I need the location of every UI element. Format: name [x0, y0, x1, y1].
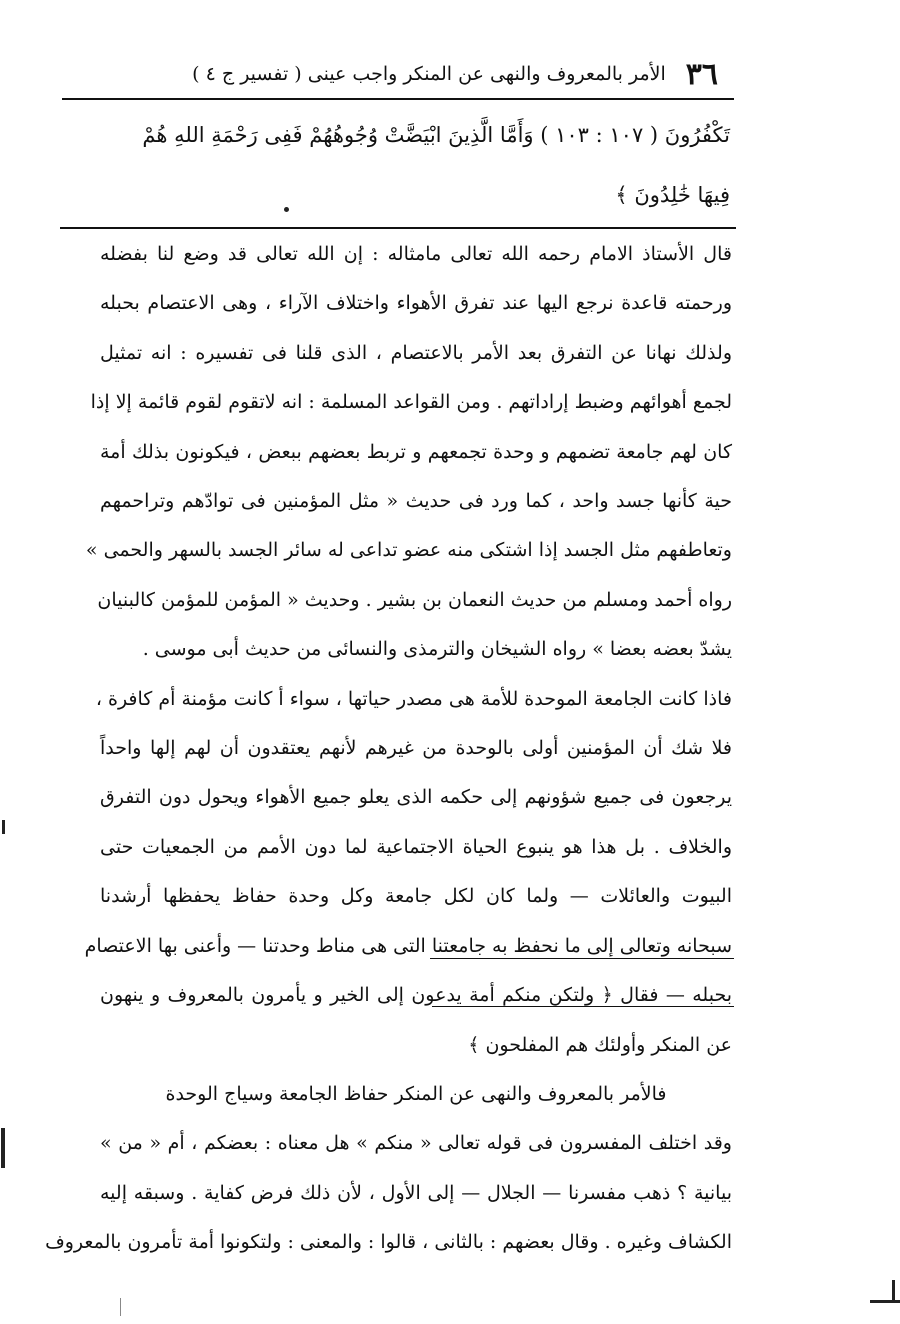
ink-dot — [284, 207, 289, 212]
text-line: والخلاف . بل هذا هو ينبوع الحياة الاجتماعية لما دون الأمم من الجمعيات حتى — [100, 835, 732, 858]
underline-mark — [432, 1006, 734, 1007]
text-line: سبحانه وتعالى إلى ما نحفظ به جامعتنا التى هى مناط وحدتنا — وأعنى بها الاعتصام — [84, 934, 732, 957]
text-line: الكشاف وغيره . وقال بعضهم : بالثانى ، قالوا : والمعنى : ولتكونوا أمة تأمرون بالمعروف — [45, 1231, 732, 1254]
page-number: ٣٦ — [685, 56, 718, 92]
quran-verse-block — [80, 105, 730, 225]
quran-verse-line: تَكْفُرُونَ ( ١٠٧ : ١٠٣ ) وَأَمَّا الَّذِينَ ابْيَضَّتْ وُجُوهُهُمْ فَفِى رَحْمَةِ اللهِ هُمْ — [142, 123, 730, 147]
commentary-text — [45, 230, 732, 1268]
text-line: فلا شك أن المؤمنين أولى بالوحدة من غيرهم لأنهم يعتقدون أن لهم إلها واحداً — [100, 737, 732, 760]
scan-artifact — [1, 1128, 5, 1168]
text-line: حية كأنها جسد واحد ، كما ورد فى حديث « مثل المؤمنين فى توادّهم وتراحمهم — [100, 490, 732, 513]
text-line: فالأمر بالمعروف والنهى عن المنكر حفاظ الجامعة وسياج الوحدة — [165, 1082, 667, 1105]
scan-artifact — [892, 1280, 895, 1302]
text-line: ولذلك نهانا عن التفرق بعد الأمر بالاعتصام ، الذى قلنا فى تفسيره : انه تمثيل — [100, 341, 732, 364]
text-line: وتعاطفهم مثل الجسد إذا اشتكى منه عضو تداعى له سائر الجسد بالسهر والحمى » — [85, 539, 732, 562]
text-line: كان لهم جامعة تضمهم و وحدة تجمعهم و تربط بعضهم ببعض ، فيكونون بذلك أمة — [100, 440, 732, 463]
text-line: يشدّ بعضه بعضا » رواه الشيخان والترمذى والنسائى من حديث أبى موسى . — [142, 638, 732, 661]
header-rule — [62, 98, 734, 100]
text-line: البيوت والعائلات — ولما كان لكل جامعة وكل وحدة حفاظ يحفظها أرشدنا — [100, 885, 732, 908]
scan-artifact — [120, 1298, 121, 1316]
text-line: فاذا كانت الجامعة الموحدة للأمة هى مصدر حياتها ، سواء أ كانت مؤمنة أم كافرة ، — [95, 687, 732, 710]
running-title: الأمر بالمعروف والنهى عن المنكر واجب عينى ( تفسير ج ٤ ) — [192, 63, 666, 85]
section-rule — [60, 227, 736, 229]
scan-artifact — [2, 820, 5, 834]
text-line: وقد اختلف المفسرون فى قوله تعالى « منكم » هل معناه : بعضكم ، أم « من » — [100, 1132, 732, 1155]
text-line: بحبله — فقال ﴿ ولتكن منكم أمة يدعون إلى الخير و يأمرون بالمعروف و ينهون — [100, 984, 732, 1007]
text-line: عن المنكر وأولئك هم المفلحون ﴾ — [468, 1033, 732, 1056]
quran-verse-line: فِيهَا خَٰلِدُونَ ﴾ — [615, 183, 730, 207]
scan-artifact — [870, 1300, 900, 1303]
text-line: يرجعون فى جميع شؤونهم إلى حكمه الذى يعلو جميع الأهواء ويحول دون التفرق — [100, 786, 732, 809]
text-line: رواه أحمد ومسلم من حديث النعمان بن بشير . وحديث « المؤمن للمؤمن كالبنيان — [97, 588, 732, 611]
page-header — [118, 54, 718, 94]
text-line: قال الأستاذ الامام رحمه الله تعالى مامثاله : إن الله تعالى قد وضع لنا بفضله — [100, 243, 732, 265]
text-line: بيانية ؟ ذهب مفسرنا — الجلال — إلى الأول ، لأن ذلك فرض كفاية . وسبقه إليه — [100, 1181, 732, 1204]
underline-mark — [430, 958, 734, 959]
text-line: لجمع أهوائهم وضبط إراداتهم . ومن القواعد المسلمة : انه لاتقوم لقوم قائمة إلا إذا — [90, 391, 732, 414]
text-line: ورحمته قاعدة نرجع اليها عند تفرق الأهواء واختلاف الآراء ، وهى الاعتصام بحبله — [100, 292, 732, 315]
